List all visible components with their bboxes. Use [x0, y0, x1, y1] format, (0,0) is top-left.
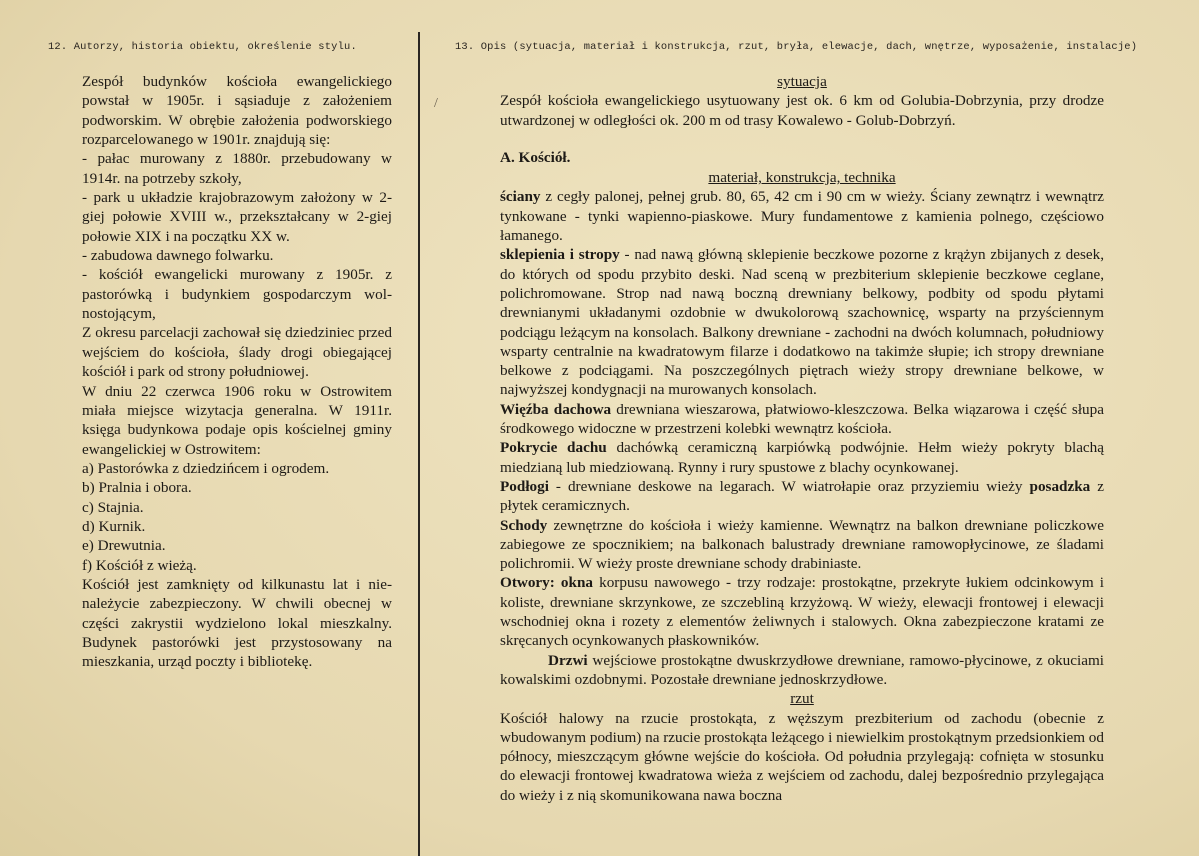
situation-title: sytuacja — [777, 73, 827, 90]
floors-text-2: z płytek ceramicznych. — [500, 477, 1104, 515]
stairs-text: zewnętrzne do kościoła i wieży kamienne. Wewnątrz na balkon drewniane policzkowe zabiegowe ze spocznikiem; na balkonach balustrady drewniane ramowopłycinowe, ze śladami polichromii. W wieży proste drewniane schody drabiniaste. — [500, 516, 1104, 573]
right-column — [500, 72, 1104, 805]
walls-label: ściany — [500, 188, 541, 206]
vaults-paragraph — [500, 245, 1104, 399]
truss-paragraph — [500, 400, 1104, 439]
floors-text: - drewniane deskowe na legarach. W wiatrołapie oraz przyziemiu wieży — [548, 477, 1030, 495]
floors-label-2: posadzka — [1029, 477, 1091, 495]
vaults-text: - nad nawą główną sklepienie beczkowe pozorne z krążyn zbijanych z desek, do których od spodu przybito deski. Nad sceną w prezbiterium sklepienie beczkowe ceglane, polichromowane. Strop nad nawą boczną drewniany belkowy, podbity od spodu płytami drewnianymi układanymi ozdobnie w dwukolorową szachownicę, wsparty na przyściennym podciągu leżącym na konsolach. Balkony drewniane - zachodni na dwóch kolumnach, południowy wsparty centralnie na kwadratowym filarze i dodatkowo na takimże słupie; ich stropy drewniane belkowe z podciągami. Na poszczególnych piętrach wieży stropy drewniane belkowe, w najwyższej kondygnacji na murowanych konsolach. — [500, 246, 1104, 399]
situation-paragraph: Zespół kościoła ewangelickiego usytuowany jest ok. 6 km od Golubia-Dobrzynia, przy drodze utwardzonej w odległości ok. 200 m od trasy Kowalewo - Golub-Dobrzyń. — [500, 92, 1104, 129]
truss-label: Więźba dachowa — [500, 400, 612, 418]
stairs-label: Schody — [500, 516, 548, 534]
left-section-header: 12. Autorzy, historia obiektu, określenie stylu. — [48, 41, 357, 53]
floors-label: Podłogi — [500, 477, 549, 495]
list-item: d) Kurnik. — [82, 517, 146, 535]
plan-title: rzut — [790, 690, 814, 708]
openings-label: Otwory: okna — [500, 574, 594, 592]
walls-paragraph — [500, 187, 1104, 245]
list-item: c) Stajnia. — [82, 498, 144, 516]
closing-paragraph: Kościół jest zamknięty od kilkunastu lat i nienależycie zabezpieczony. W chwili obecnej w części zakrystii wydzielono lokal mieszkalny. Budynek pastorówki jest przystosowany na mieszkania, urząd poczty i bibliotekę. — [82, 575, 392, 671]
list-item: a) Pastorówka z dziedzińcem i ogrodem. — [82, 459, 330, 477]
openings-text: korpusu nawowego - trzy rodzaje: prostokątne, przekryte łukiem odcinkowym i koliste, drewniane skrzynkowe, ze szczebliną krzyżową. W wieży, elewacji frontowej i elewacji wschodniej okna i rozety z elementów żeliwnych i stalowych. Okna zabezpieczone kratami ze skręcanych ocynkowanych płaskowników. — [500, 574, 1104, 650]
visitation-paragraph: W dniu 22 czerwca 1906 roku w Ostrowitem miała miejsce wizytacja generalna. W 1911r. księga budynkowa podaje opis kościelnej gminy ewangelickiej w Ostrowitem: — [82, 382, 392, 458]
left-column — [82, 72, 392, 672]
list-item: f) Kościół z wieżą. — [82, 556, 197, 574]
list-item: e) Drewutnia. — [82, 537, 166, 555]
column-divider — [418, 32, 420, 856]
doors-paragraph — [500, 651, 1104, 690]
roofing-label: Pokrycie dachu — [500, 439, 607, 457]
section-heading: A. Kościół. — [500, 148, 571, 166]
doors-text: wejściowe prostokątne dwuskrzydłowe drewniane, ramowo-płycinowe, z okuciami kowalskimi ozdobnymi. Pozostałe drewniane jednoskrzydłowe. — [500, 651, 1104, 688]
roofing-paragraph — [500, 438, 1104, 477]
plan-paragraph: Kościół halowy na rzucie prostokąta, z węższym prezbiterium od zachodu (obecnie z wbudowanym podium) na rzucie prostokąta leżącego i niewielkim prostokątnym przedsionkiem od północy, mieszczącym główne wejście do kościoła. Od południa przylegają: cofnięta w stosunku do elewacji frontowej kwadratowa wieża z wejściem od zachodu, dalej bezpośrednio przylegająca do wieży i z nią skomunikowana nawa boczna — [500, 709, 1104, 804]
material-title: materiał, konstrukcja, technika — [708, 169, 896, 187]
stairs-paragraph — [500, 516, 1104, 574]
doors-label: Drzwi — [548, 651, 588, 669]
list-item: - park u układzie krajobrazowym założony w 2-giej połowie XVIII w., przekształcany w 2-giej połowie XIX i na początku XX w. — [82, 189, 392, 245]
walls-text: z cegły palonej, pełnej grub. 80, 65, 42 cm i 90 cm w wieży. Ściany zewnątrz i wewnątrz tynkowane - tynki wapienno-piaskowe. Mury fundamentowe z kamienia polnego, częściowo łamanego. — [500, 188, 1104, 245]
list-item: - zabudowa dawnego folwarku. — [82, 247, 274, 265]
vaults-label: sklepienia i stropy — [500, 246, 620, 264]
parcel-paragraph: Z okresu parcelacji zachował się dziedziniec przed wejściem do kościoła, ślady drogi obiegającej kościół i park od strony południowej. — [82, 324, 392, 381]
openings-paragraph — [500, 573, 1104, 650]
right-section-header: 13. Opis (sytuacja, materiał i konstrukcja, rzut, bryła, elewacje, dach, wnętrze, wyposażenie, instalacje) — [455, 41, 1138, 53]
roofing-text: dachówką ceramiczną karpiówką podwójnie. Hełm wieży pokryty blachą miedzianą lub miedziowaną. Rynny i rury spustowe z blachy ocynkowanej. — [500, 439, 1105, 476]
truss-text: drewniana wieszarowa, płatwiowo-kleszczowa. Belka wiązarowa i część słupa środkowego widoczne w przestrzeni kolebki wewnątrz kościoła. — [500, 400, 1104, 438]
intro-paragraph: Zespół budynków kościoła ewangelickiego powstał w 1905r. i sąsiaduje z założeniem podworskim. W obrębie założenia podworskiego rozparcelowanego w 1901r. znajdują się: — [82, 73, 392, 149]
list-item: - pałac murowany z 1880r. przebudowany w 1914r. na potrzeby szkoły, — [82, 150, 392, 187]
list-item: - kościół ewangelicki murowany z 1905r. z pastorówką i budynkiem gospodarczym wolnostojącym, — [82, 266, 392, 323]
floors-paragraph — [500, 477, 1104, 516]
list-item: b) Pralnia i obora. — [82, 479, 192, 497]
pen-mark: / — [434, 96, 438, 111]
